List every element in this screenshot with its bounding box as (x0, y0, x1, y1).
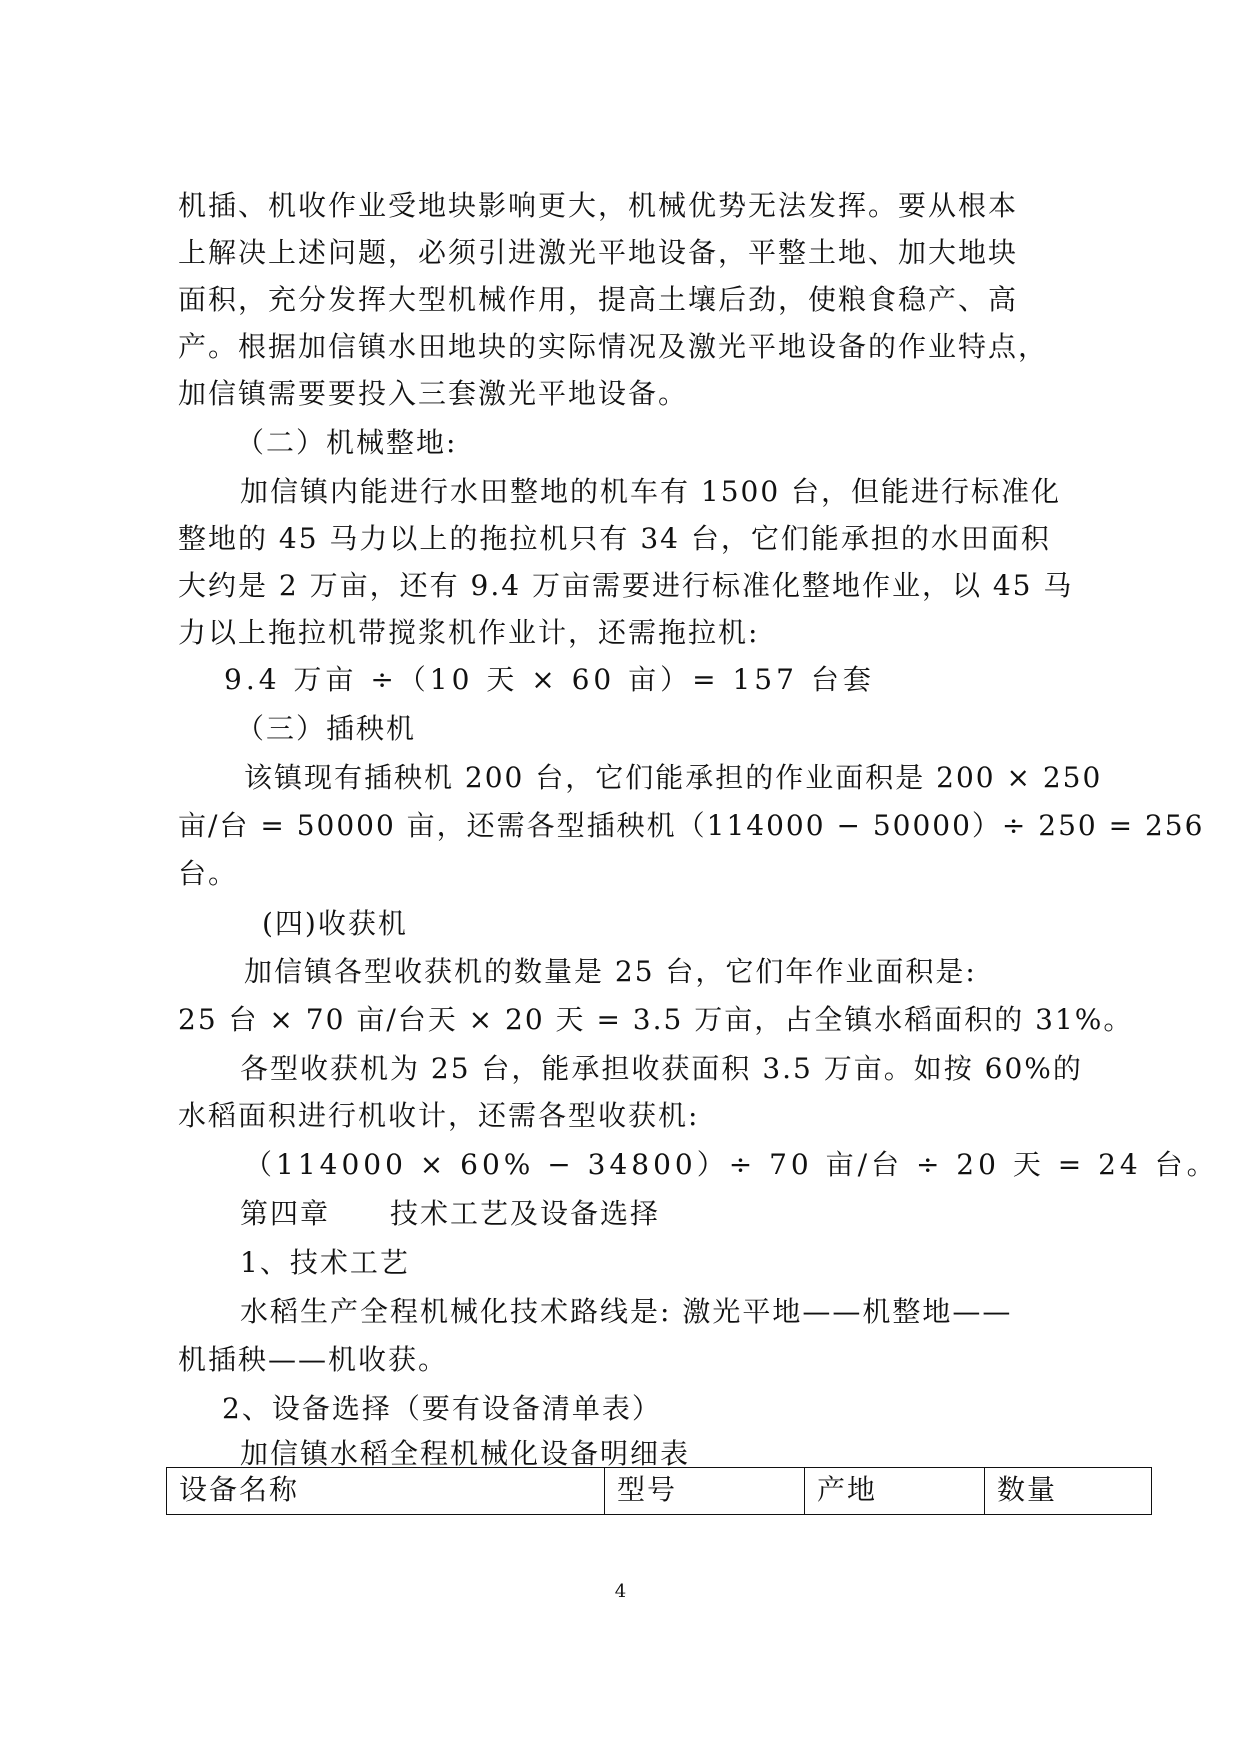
chapter-heading: 第四章 技术工艺及设备选择 (240, 1197, 661, 1230)
paragraph-line: 台。 (178, 857, 239, 890)
paragraph-line: 整地的 45 马力以上的拖拉机只有 34 台，它们能承担的水田面积 (178, 522, 1051, 555)
paragraph-line: 该镇现有插秧机 200 台，它们能承担的作业面积是 200 × 250 (244, 761, 1103, 794)
paragraph-line: 各型收获机为 25 台，能承担收获面积 3.5 万亩。如按 60%的 (240, 1052, 1083, 1085)
paragraph-line: 水稻生产全程机械化技术路线是: 激光平地——机整地—— (240, 1295, 1013, 1328)
paragraph-line: 机插、机收作业受地块影响更大，机械优势无法发挥。要从根本 (178, 189, 1019, 222)
table-header-cell: 型号 (605, 1468, 805, 1514)
formula-line: （114000 × 60% − 34800）÷ 70 亩/台 ÷ 20 天 = 24 台。 (244, 1148, 1219, 1181)
section-heading: （二）机械整地: (236, 426, 458, 459)
section-heading: 2、设备选择（要有设备清单表） (222, 1392, 662, 1425)
paragraph-line: 加信镇各型收获机的数量是 25 台，它们年作业面积是: (244, 955, 977, 988)
paragraph-line: 加信镇需要要投入三套激光平地设备。 (178, 377, 689, 410)
section-heading: （三）插秧机 (236, 712, 417, 745)
paragraph-line: 加信镇内能进行水田整地的机车有 1500 台，但能进行标准化 (240, 475, 1062, 508)
section-heading: 1、技术工艺 (240, 1246, 410, 1279)
table-header-cell: 数量 (997, 1473, 1058, 1506)
paragraph-line: 上解决上述问题，必须引进激光平地设备，平整土地、加大地块 (178, 236, 1019, 269)
paragraph-line: 大约是 2 万亩，还有 9.4 万亩需要进行标准化整地作业，以 45 马 (178, 569, 1074, 602)
formula-line: 9.4 万亩 ÷（10 天 × 60 亩）= 157 台套 (224, 663, 875, 696)
paragraph-line: 25 台 × 70 亩/台天 × 20 天 = 3.5 万亩，占全镇水稻面积的 31%。 (178, 1003, 1134, 1036)
table-header-cell: 产地 (805, 1468, 985, 1514)
page-number: 4 (614, 1581, 627, 1602)
paragraph-line: 面积，充分发挥大型机械作用，提高土壤后劲，使粮食稳产、高 (178, 283, 1019, 316)
paragraph-line: 产。根据加信镇水田地块的实际情况及激光平地设备的作业特点， (178, 330, 1049, 363)
paragraph-line: 水稻面积进行机收计，还需各型收获机: (178, 1099, 700, 1132)
equipment-table (166, 1467, 1152, 1515)
paragraph-line: 机插秧——机收获。 (178, 1343, 449, 1376)
section-heading: (四)收获机 (262, 907, 408, 940)
table-caption: 加信镇水稻全程机械化设备明细表 (240, 1437, 691, 1470)
paragraph-line: 力以上拖拉机带搅浆机作业计，还需拖拉机: (178, 616, 760, 649)
table-header-cell: 设备名称 (167, 1468, 605, 1514)
paragraph-line: 亩/台 = 50000 亩，还需各型插秧机（114000 − 50000）÷ 250 = 256 (178, 809, 1205, 842)
